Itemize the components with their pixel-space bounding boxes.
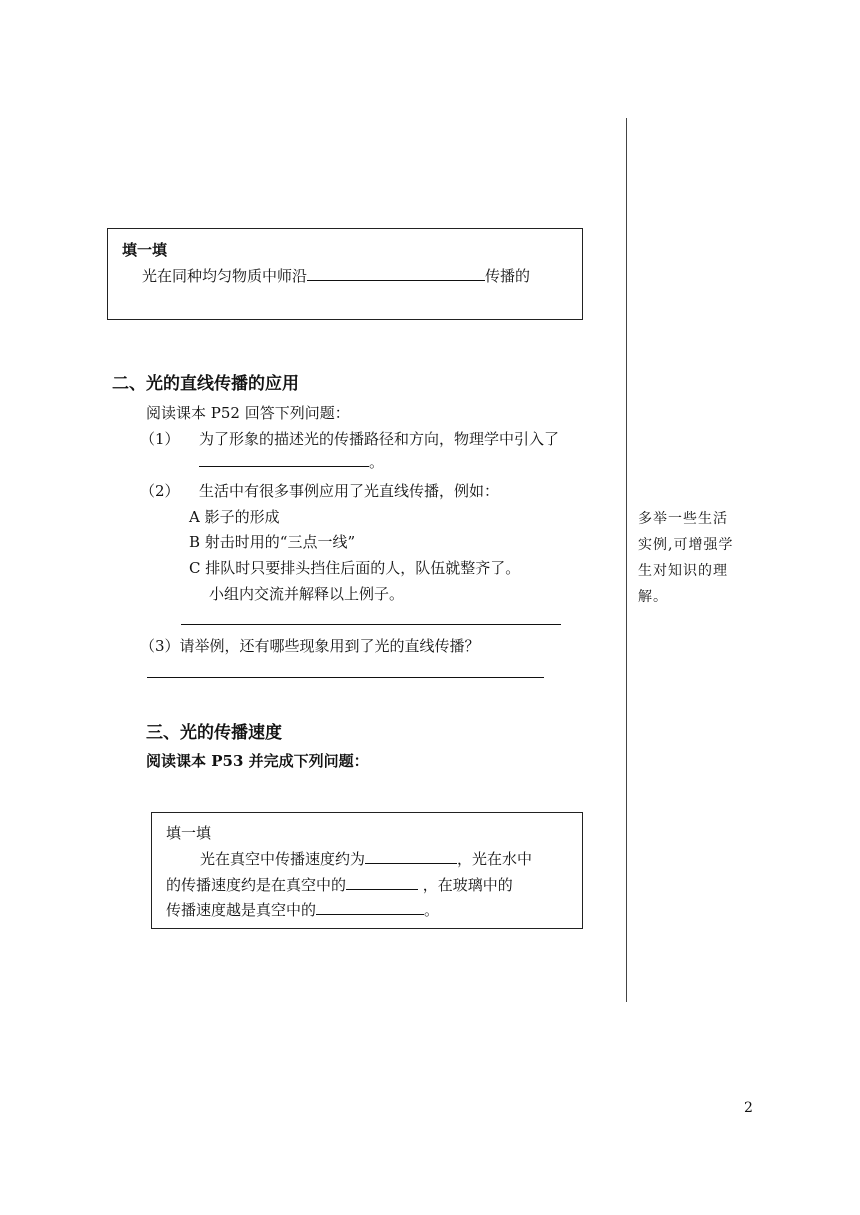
q1-blank[interactable] [199,451,369,467]
margin-divider [626,118,627,1002]
q2-number: （2） [140,482,180,500]
side-note-line: 实例,可增强学 [638,537,734,553]
glass-ratio-blank[interactable] [316,899,424,915]
box2-line-1 [200,848,532,869]
discuss-prompt: 小组内交流并解释以上例子。 [209,585,405,603]
box2-line-2 [166,874,513,895]
page-number: 2 [744,1100,753,1116]
section2-intro: 阅读课本 P52 回答下列问题： [146,404,350,422]
vacuum-speed-blank[interactable] [365,848,457,864]
q3-text: （3）请举例，还有哪些现象用到了光的直线传播？ [140,637,480,655]
box2-line1-b: ，光在水中 [457,850,533,868]
side-note-line: 多举一些生活 [638,511,728,527]
box2-line1-a: 光在真空中传播速度约为 [200,850,366,868]
box1-text-after: 传播的 [485,267,531,285]
option-a: A 影子的形成 [189,508,280,526]
q3-answer-line[interactable] [147,677,544,678]
fill-in-box-1 [107,228,583,320]
box1-text-before: 光在同种均匀物质中师沿 [142,267,308,285]
side-note-line: 解。 [638,589,668,605]
side-note [638,506,733,610]
discuss-answer-line[interactable] [181,624,561,625]
q1-end: 。 [369,453,385,471]
q2-text: 生活中有很多事例应用了光直线传播，例如： [199,482,500,500]
section2-heading: 二、光的直线传播的应用 [112,374,299,394]
q1-answer-line [199,451,384,472]
option-c: C 排队时只要排头挡住后面的人，队伍就整齐了。 [189,559,521,577]
q1-text: 为了形象的描述光的传播路径和方向，物理学中引入了 [199,430,560,448]
box2-line3-b: 。 [424,901,440,919]
section3-intro: 阅读课本 P53 并完成下列问题： [146,752,369,770]
fill-in-box-2 [151,812,583,929]
side-note-line: 生对知识的理 [638,563,728,579]
box2-line-3 [166,899,439,920]
q1-number: （1） [140,430,180,448]
water-ratio-blank[interactable] [346,874,418,890]
box2-line2-b: ，在玻璃中的 [418,876,513,894]
section3-heading: 三、光的传播速度 [146,723,282,743]
box2-title: 填一填 [166,824,212,842]
option-b: B 射击时用的“三点一线” [189,533,356,551]
box2-line2-a: 的传播速度约是在真空中的 [166,876,347,894]
box1-blank[interactable] [307,265,485,281]
box2-line3-a: 传播速度越是真空中的 [166,901,317,919]
box1-line [142,265,530,286]
box1-title: 填一填 [122,241,168,259]
